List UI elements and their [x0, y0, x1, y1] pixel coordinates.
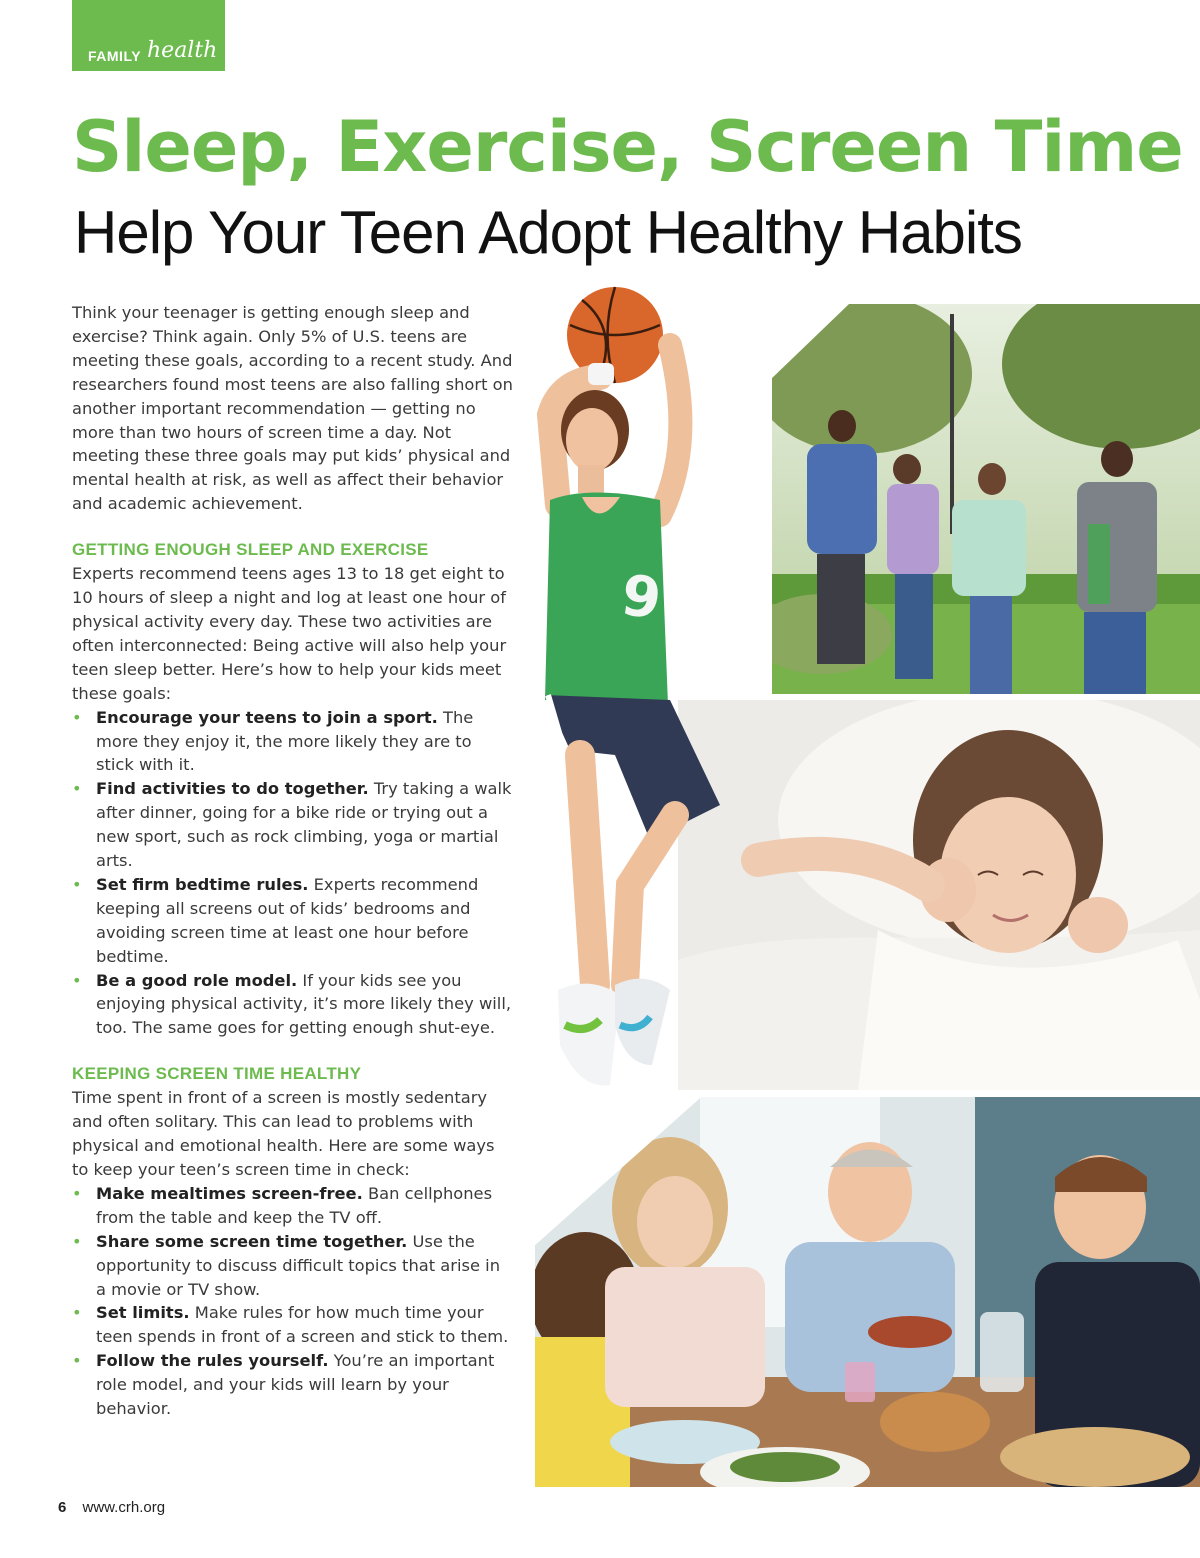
- article-body: [72, 301, 514, 1421]
- list-item: • Set limits. Make rules for how much time your teen spends in front of a screen and stick to them.: [72, 1301, 514, 1349]
- intro-paragraph: Think your teenager is getting enough sleep and exercise? Think again. Only 5% of U.S. teens are meeting these goals, according to a recent study. And researchers found most teens are also falling short on another important recommendation — getting no more than two hours of screen time a day. Not meeting these three goals may put kids’ physical and mental health at risk, as well as affect their behavior and academic achievement.: [72, 303, 513, 514]
- section-tag-word: FAMILY: [88, 48, 142, 64]
- page-number: 6: [58, 1499, 67, 1516]
- family-dinner-photo: [535, 1097, 1200, 1487]
- section1-heading: GETTING ENOUGH SLEEP AND EXERCISE: [72, 540, 429, 560]
- footer-url: www.crh.org: [82, 1499, 166, 1516]
- family-walking-photo: [772, 304, 1200, 694]
- page-subtitle: Help Your Teen Adopt Healthy Habits: [74, 199, 1022, 266]
- section1-list: [72, 706, 514, 1041]
- list-item: • Encourage your teens to join a sport. The more they enjoy it, the more likely they are to stick with it.: [72, 706, 514, 778]
- section1-paragraph: Experts recommend teens ages 13 to 18 get eight to 10 hours of sleep a night and log at least one hour of physical activity every day. These two activities are often interconnected: Being active will also help your teen sleep better. Here’s how to help your kids meet these goals:: [72, 564, 507, 703]
- jersey-number: 9: [617, 562, 666, 633]
- section-tag-script: health: [147, 38, 218, 63]
- list-item: • Find activities to do together. Try taking a walk after dinner, going for a bike ride or trying out a new sport, such as rock climbing, yoga or martial arts.: [72, 777, 514, 873]
- section-tag: [72, 0, 225, 71]
- list-item: • Follow the rules yourself. You’re an important role model, and your kids will learn by your behavior.: [72, 1349, 514, 1421]
- section2-list: [72, 1182, 514, 1421]
- list-item: • Be a good role model. If your kids see you enjoying physical activity, it’s more likely they will, too. The same goes for getting enough shut-eye.: [72, 969, 514, 1041]
- section2-heading: KEEPING SCREEN TIME HEALTHY: [72, 1064, 362, 1084]
- list-item: • Set firm bedtime rules. Experts recommend keeping all screens out of kids’ bedrooms and avoiding screen time at least one hour before bedtime.: [72, 873, 514, 969]
- list-item: • Make mealtimes screen-free. Ban cellphones from the table and keep the TV off.: [72, 1182, 514, 1230]
- page-title: Sleep, Exercise, Screen Time: [72, 106, 1183, 188]
- section2-paragraph: Time spent in front of a screen is mostly sedentary and often solitary. This can lead to problems with physical and emotional health. Here are some ways to keep your teen’s screen time in check:: [72, 1088, 495, 1179]
- basketball-player-photo: [520, 285, 780, 1090]
- page-footer: [58, 1499, 165, 1516]
- list-item: • Share some screen time together. Use the opportunity to discuss difficult topics that arise in a movie or TV show.: [72, 1230, 514, 1302]
